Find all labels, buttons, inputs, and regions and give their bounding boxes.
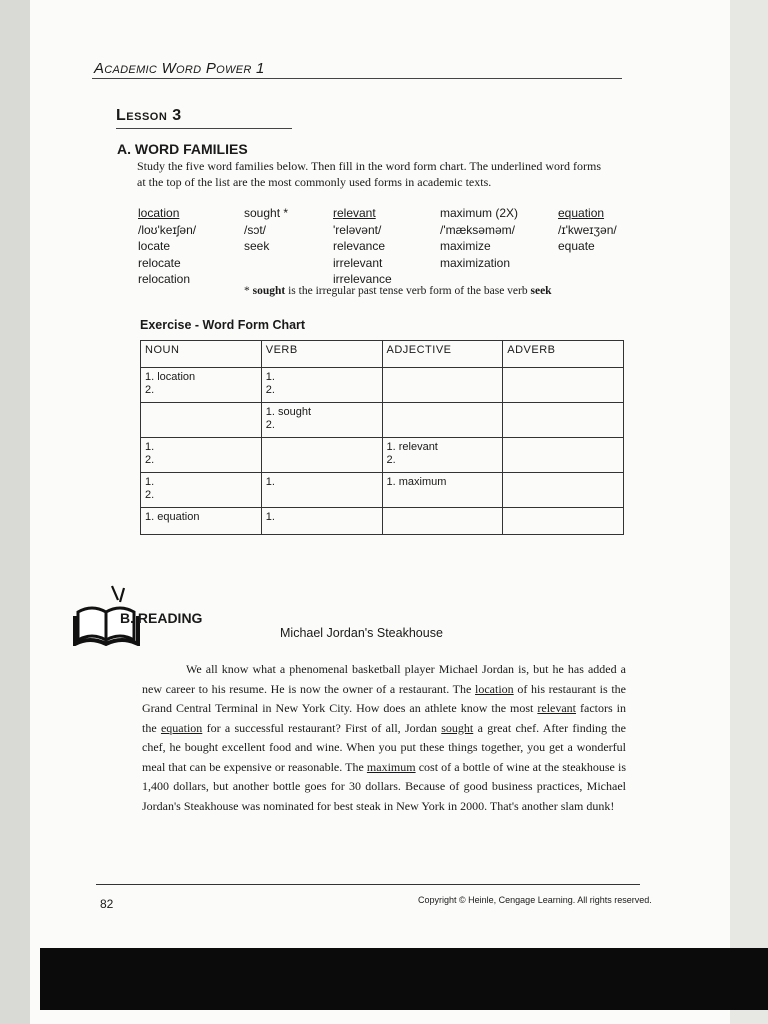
section-b-heading: B. READING: [120, 610, 203, 626]
reading-text-segment: factors in the: [142, 701, 627, 735]
chart-cell[interactable]: [141, 403, 262, 438]
vocab-word: sought: [441, 720, 474, 735]
word-family-word: relevance: [333, 239, 386, 253]
word-form-chart: [140, 340, 624, 535]
word-family-word: relevant: [333, 206, 376, 220]
lesson-rule: [116, 128, 292, 129]
chart-cell[interactable]: [261, 473, 382, 508]
chart-row: [141, 368, 624, 403]
chart-cell[interactable]: [261, 508, 382, 535]
word-family-word: equate: [558, 239, 595, 253]
word-family-word: irrelevance: [333, 272, 392, 286]
header-rule: [92, 78, 622, 79]
word-family-word: sought *: [244, 206, 289, 220]
chart-cell[interactable]: [382, 473, 503, 508]
chart-cell[interactable]: [141, 473, 262, 508]
reading-title: Michael Jordan's Steakhouse: [280, 626, 443, 640]
chart-cell-entry: 2.: [386, 454, 396, 466]
footnote: [244, 285, 552, 297]
word-family-word: 'reləvənt/: [333, 222, 382, 237]
chart-cell-entry: 2.: [145, 454, 155, 466]
chart-cell[interactable]: [261, 368, 382, 403]
chart-header-row: [141, 341, 624, 368]
word-family-word: seek: [244, 239, 270, 253]
chart-cell-entry: 2.: [265, 384, 275, 396]
chart-cell-entry: 1. location: [145, 371, 196, 383]
chart-cell-entry: 2.: [265, 419, 275, 431]
chart-cell[interactable]: [382, 508, 503, 535]
vocab-word: relevant: [537, 701, 577, 715]
footnote-word: sought: [252, 285, 286, 297]
lesson-title: Lesson 3: [116, 107, 182, 124]
chart-row: [141, 508, 624, 535]
word-family-word: irrelevant: [333, 255, 383, 270]
section-a-heading: A. WORD FAMILIES: [117, 141, 248, 157]
reading-passage: [142, 660, 626, 816]
book-title: Academic Word Power 1: [94, 60, 265, 77]
chart-cell-entry: 2.: [145, 384, 155, 396]
header-verb: VERB: [261, 341, 382, 368]
reading-paragraph: [142, 660, 626, 816]
word-family-sought: [244, 205, 288, 255]
chart-cell[interactable]: [503, 403, 624, 438]
chart-cell-entry: 1.: [265, 476, 275, 488]
word-family-word: locate: [138, 239, 171, 253]
reading-text-segment: a great chef. After finding the chef, he bought excellent food and wine. When you put these things together, you get a wonderful meal that can be expensive or reasonable. The: [142, 720, 626, 774]
reading-text-segment: for a successful restaurant? First of all, Jordan: [202, 720, 442, 735]
scan-bottom-band: [40, 948, 768, 1010]
header-adjective: ADJECTIVE: [382, 341, 503, 368]
scan-left-edge: [0, 0, 30, 1024]
word-family-word: relocate: [138, 255, 181, 270]
chart-row: [141, 403, 624, 438]
word-family-word: maximize: [440, 239, 491, 253]
chart-cell[interactable]: [261, 403, 382, 438]
footnote-word: seek: [530, 285, 552, 297]
page-number: 82: [100, 897, 114, 911]
word-family-word: relocation: [138, 272, 191, 286]
chart-cell[interactable]: [503, 508, 624, 535]
word-family-relevant: [333, 205, 392, 288]
chart-cell[interactable]: [141, 368, 262, 403]
chart-cell[interactable]: [382, 403, 503, 438]
word-family-word: /ɪ'kweɪʒən/: [558, 222, 617, 237]
word-family-maximum: [440, 205, 518, 271]
chart-cell-entry: 1. relevant: [386, 441, 438, 453]
word-family-equation: [558, 205, 617, 255]
chart-cell-entry: 1.: [265, 371, 275, 383]
reading-text-segment: We all know what a phenomenal basketball player Michael Jordan is, but he has added a new career to his resume. He is now the owner of a restaurant. The: [142, 662, 626, 696]
chart-cell[interactable]: [141, 508, 262, 535]
chart-cell[interactable]: [382, 368, 503, 403]
word-family-word: /'mæksəməm/: [440, 222, 515, 237]
reading-text-segment: of his restaurant is the Grand Central Terminal in New York City. How does an athlete know the most: [142, 681, 626, 715]
chart-cell[interactable]: [261, 438, 382, 473]
chart-cell-entry: 1.: [265, 511, 275, 523]
footnote-star: *: [244, 285, 250, 297]
vocab-word: equation: [160, 720, 203, 735]
chart-cell-entry: 2.: [145, 489, 155, 501]
chart-cell[interactable]: [503, 438, 624, 473]
word-family-word: /sɔt/: [244, 222, 267, 237]
chart-cell-entry: 1.: [145, 476, 155, 488]
instructions: Study the five word families below. Then fill in the word form chart. The underlined word forms at the top of the list are the most commonly used forms in academic texts.: [137, 159, 602, 189]
chart-cell[interactable]: [141, 438, 262, 473]
word-family-word: location: [138, 206, 180, 220]
vocab-word: location: [475, 681, 514, 696]
word-family-word: equation: [558, 206, 605, 220]
footnote-text: is the irregular past tense verb form of the base verb: [285, 285, 531, 297]
reading-text-segment: cost of a bottle of wine at the steakhouse is 1,400 dollars, but another bottle goes for 30 dollars. Because of good business practices, Michael Jordan's Steakhouse was nominated for best steak in New York in 2000. That's another slam dunk!: [142, 759, 627, 813]
word-family-location: [138, 205, 196, 288]
chart-cell-entry: 1. maximum: [386, 476, 447, 488]
word-family-word: maximum (2X): [440, 206, 519, 220]
chart-cell[interactable]: [503, 368, 624, 403]
chart-row: [141, 473, 624, 508]
copyright-notice: Copyright © Heinle, Cengage Learning. All rights reserved.: [418, 895, 652, 905]
word-family-word: maximization: [440, 255, 511, 270]
word-family-word: /loʊ'keɪʃən/: [138, 222, 197, 237]
header-noun: NOUN: [141, 341, 262, 368]
chart-row: [141, 438, 624, 473]
chart-cell[interactable]: [503, 473, 624, 508]
chart-cell[interactable]: [382, 438, 503, 473]
footer-rule: [96, 884, 640, 885]
chart-cell-entry: 1. equation: [145, 511, 200, 523]
scan-right-edge: [730, 0, 768, 1024]
exercise-title: Exercise - Word Form Chart: [140, 318, 306, 332]
vocab-word: maximum: [366, 759, 416, 774]
header-adverb: ADVERB: [503, 341, 624, 368]
chart-cell-entry: 1.: [145, 441, 155, 453]
chart-cell-entry: 1. sought: [265, 406, 312, 418]
